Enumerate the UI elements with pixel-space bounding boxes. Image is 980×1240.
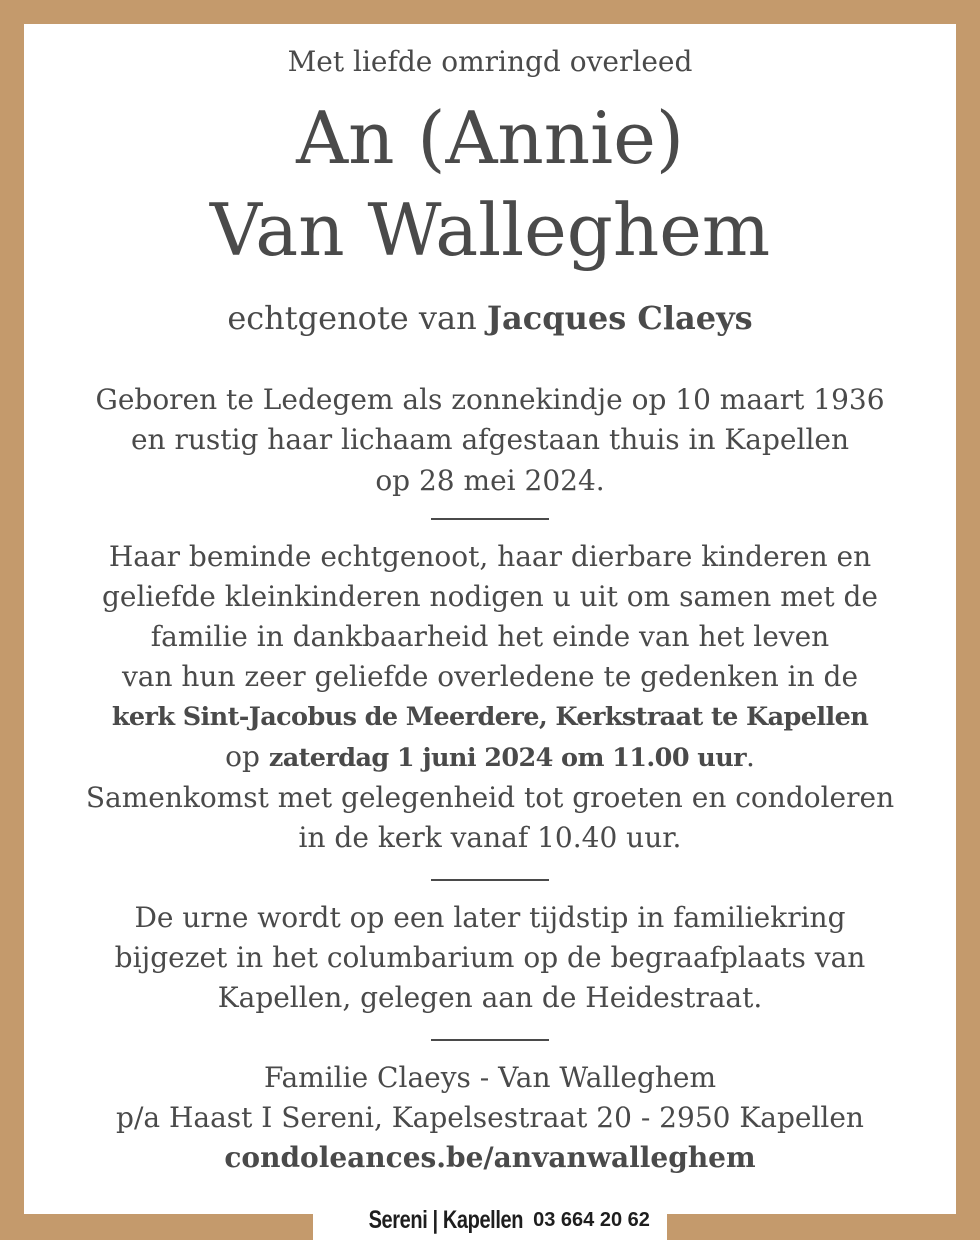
- invitation-line: geliefde kleinkinderen nodigen u uit om samen met de: [101, 580, 878, 613]
- location-text: kerk Sint-Jacobus de Meerdere, Kerkstraat te Kapellen: [111, 702, 869, 732]
- birth-line: op 28 mei 2024.: [375, 464, 605, 497]
- intro-text: Met liefde omringd overleed: [287, 45, 693, 78]
- gathering-line: in de kerk vanaf 10.40 uur.: [298, 821, 682, 854]
- deceased-name-line1: An (Annie): [296, 96, 684, 180]
- family-name: Familie Claeys - Van Walleghem: [263, 1061, 717, 1094]
- address: p/a Haast I Sereni, Kapelsestraat 20 - 2950 Kapellen: [116, 1101, 864, 1134]
- spouse-line: [0, 298, 980, 338]
- ceremony-date: [0, 737, 980, 778]
- condolence-link[interactable]: [0, 1138, 980, 1178]
- birth-line: en rustig haar lichaam afgestaan thuis in Kapellen: [130, 423, 850, 456]
- urn-line: bijgezet in het columbarium op de begraafplaats van: [114, 941, 866, 974]
- spouse-prefix: echtgenote van: [227, 299, 477, 337]
- invitation-line: Haar beminde echtgenoot, haar dierbare kinderen en: [108, 540, 872, 573]
- gathering-line: Samenkomst met gelegenheid tot groeten en condoleren: [85, 781, 895, 814]
- ceremony-location: [0, 697, 980, 737]
- funeral-home-brand: Sereni | Kapellen: [368, 1205, 524, 1234]
- date-prefix: op: [225, 740, 260, 773]
- funeral-home-logo: [313, 1200, 667, 1240]
- invitation-line: familie in dankbaarheid het einde van het leven: [150, 620, 830, 653]
- funeral-home-phone: 03 664 20 62: [533, 1208, 650, 1231]
- birth-line: Geboren te Ledegem als zonnekindje op 10 maart 1936: [95, 383, 885, 416]
- urn-line: Kapellen, gelegen aan de Heidestraat.: [217, 981, 763, 1014]
- divider: [431, 518, 549, 520]
- divider: [431, 1039, 549, 1041]
- divider: [431, 879, 549, 881]
- spouse-name: Jacques Claeys: [486, 299, 753, 337]
- urn-line: De urne wordt op een later tijdstip in familiekring: [134, 901, 846, 934]
- date-suffix: .: [745, 740, 755, 773]
- deceased-name-line2: Van Walleghem: [209, 188, 771, 272]
- website-text[interactable]: condoleances.be/anvanwalleghem: [224, 1141, 756, 1174]
- date-text: zaterdag 1 juni 2024 om 11.00 uur: [268, 743, 746, 773]
- invitation-line: van hun zeer geliefde overledene te gedenken in de: [121, 660, 859, 693]
